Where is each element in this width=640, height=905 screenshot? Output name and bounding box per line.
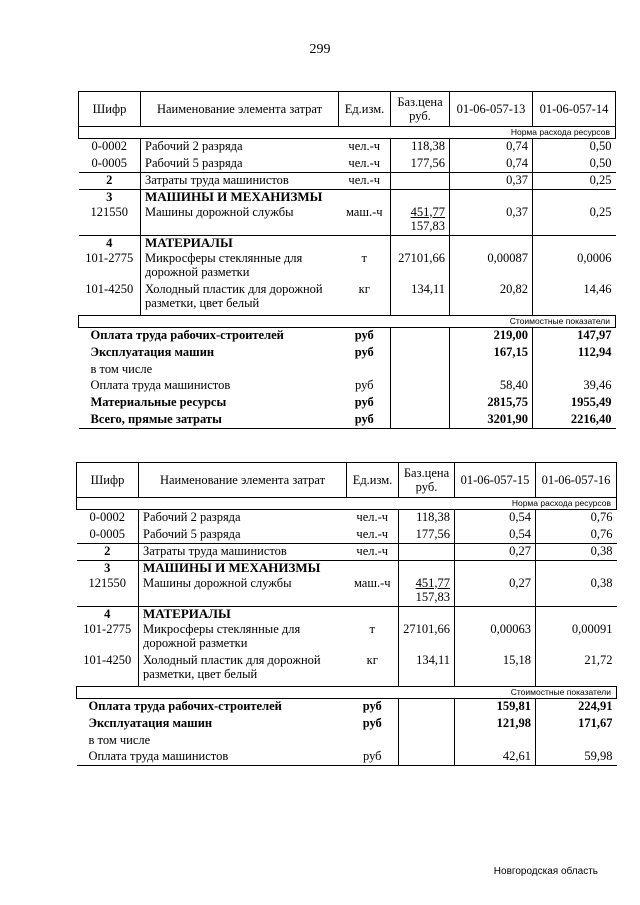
header-row: [79, 92, 616, 127]
table-row: [79, 205, 616, 236]
cost-unit: руб: [354, 394, 374, 409]
cost-value-b: 147,97: [533, 328, 616, 345]
table-row: [77, 544, 617, 561]
row-unit: чел.-ч: [339, 173, 391, 190]
cost-value-b: 112,94: [533, 345, 616, 362]
row-name: [141, 282, 339, 316]
row-name-line: дорожной разметки: [143, 635, 248, 650]
page-number: 299: [309, 42, 331, 57]
row-name-line: дорожной разметки: [145, 264, 250, 279]
header-col-b: 01-06-057-14: [533, 92, 616, 127]
cost-row: [77, 733, 617, 749]
row-unit: т: [369, 621, 375, 636]
cost-row: [79, 395, 616, 412]
cost-row: [79, 412, 616, 429]
cost-value-a: 58,40: [450, 378, 533, 395]
header-unit: Ед.изм.: [347, 463, 399, 498]
cost-unit: руб: [354, 344, 374, 359]
row-code: 0-0002: [91, 139, 127, 153]
norm-label: Норма расхода ресурсов: [77, 498, 617, 510]
cost-row: [77, 749, 617, 766]
row-price: [391, 173, 450, 190]
cost-label: Стоимостные показатели: [77, 687, 617, 699]
section-code: 4: [77, 607, 139, 622]
cost-name: Эксплуатация машин: [90, 344, 215, 359]
cost-row: [79, 345, 616, 362]
row-price: 27101,66: [391, 251, 450, 282]
row-code: 121550: [88, 575, 126, 590]
section-row: [79, 236, 616, 251]
row-code: 101-4250: [83, 652, 132, 667]
cost-value-b: 1955,49: [533, 395, 616, 412]
row-value-a: 20,82: [450, 282, 533, 316]
section-code: 3: [77, 561, 139, 576]
cost-name: Материальные ресурсы: [90, 394, 227, 409]
row-unit: чел.-ч: [356, 510, 389, 524]
header-name: Наименование элемента затрат: [139, 463, 347, 498]
cost-row: [79, 362, 616, 378]
price-numerator: 451,77: [410, 204, 445, 219]
row-code: 0-0002: [89, 510, 125, 524]
price-denominator: 157,83: [415, 589, 450, 604]
row-value-a: 0,27: [455, 576, 536, 607]
row-value-b: 0,76: [536, 527, 617, 544]
row-name: Машины дорожной службы: [141, 205, 339, 236]
header-name: Наименование элемента затрат: [141, 92, 339, 127]
cost-name: Оплата труда машинистов: [90, 377, 231, 392]
table-row: [77, 576, 617, 607]
resource-table-2: [76, 462, 617, 766]
row-value-a: 0,54: [455, 510, 536, 527]
cost-value-b: 39,46: [533, 378, 616, 395]
row-price: 177,56: [391, 156, 450, 173]
row-name-line: разметки, цвет белый: [145, 295, 260, 310]
table-row: [77, 653, 617, 687]
row-value-b: 0,25: [533, 173, 616, 190]
row-name: [139, 622, 347, 653]
row-value-b: 0,50: [533, 139, 616, 156]
row-price: 134,11: [399, 653, 455, 687]
row-name: Затраты труда машинистов: [141, 173, 339, 190]
cost-value-a: 159,81: [455, 699, 536, 716]
row-price: [391, 205, 450, 236]
price-numerator: 451,77: [415, 575, 450, 590]
section-row: [79, 190, 616, 205]
row-code: 2: [77, 544, 139, 561]
section-title: МАТЕРИАЛЫ: [141, 236, 339, 251]
table-row: [77, 510, 617, 527]
row-code: 0-0005: [89, 526, 125, 541]
cost-name: в том числе: [88, 732, 151, 747]
cost-name: в том числе: [90, 361, 153, 376]
row-value-b: 0,0006: [533, 251, 616, 282]
row-price: 177,56: [399, 527, 455, 544]
row-name-line: Микросферы стеклянные для: [145, 250, 303, 265]
cost-name: Оплата труда рабочих-строителей: [90, 328, 284, 342]
row-name-line: разметки, цвет белый: [143, 666, 258, 681]
section-title: МАШИНЫ И МЕХАНИЗМЫ: [141, 190, 339, 205]
table-row: [77, 527, 617, 544]
row-name: Рабочий 5 разряда: [141, 156, 339, 173]
cost-value-a: 167,15: [450, 345, 533, 362]
cost-unit: руб: [362, 715, 382, 730]
cost-name: Всего, прямые затраты: [79, 412, 339, 429]
section-code: 4: [79, 236, 141, 251]
cost-value-a: 3201,90: [450, 412, 533, 429]
cost-unit: руб: [354, 377, 374, 392]
table-row: [79, 139, 616, 156]
row-name: [141, 251, 339, 282]
price-denominator: 157,83: [410, 218, 445, 233]
cost-value-b: 2216,40: [533, 412, 616, 429]
cost-unit: руб: [339, 412, 391, 429]
section-row: [77, 607, 617, 622]
row-value-a: 0,74: [450, 156, 533, 173]
cost-label-row: [77, 687, 617, 699]
row-price: 118,38: [399, 510, 455, 527]
header-col-a: 01-06-057-13: [450, 92, 533, 127]
cost-row: [77, 699, 617, 716]
cost-unit: руб: [354, 328, 374, 342]
row-value-b: 14,46: [533, 282, 616, 316]
row-code: 2: [79, 173, 141, 190]
header-code: Шифр: [77, 463, 139, 498]
table-row: [79, 282, 616, 316]
row-value-b: 0,00091: [536, 622, 617, 653]
row-unit: маш.-ч: [345, 204, 383, 219]
cost-name: Эксплуатация машин: [88, 715, 213, 730]
cost-value-a: 121,98: [455, 716, 536, 733]
section-code: 3: [79, 190, 141, 205]
section-title: МАШИНЫ И МЕХАНИЗМЫ: [139, 561, 347, 576]
row-value-b: 0,25: [533, 205, 616, 236]
cost-row: [77, 716, 617, 733]
row-code: 121550: [90, 204, 128, 219]
header-row: [77, 463, 617, 498]
row-code: 101-2775: [85, 250, 134, 265]
row-price: 27101,66: [399, 622, 455, 653]
row-code: 101-4250: [85, 281, 134, 296]
row-unit: кг: [358, 281, 370, 296]
row-unit: т: [361, 250, 367, 265]
row-value-b: 0,76: [536, 510, 617, 527]
row-value-b: 21,72: [536, 653, 617, 687]
row-code: 0-0005: [91, 155, 127, 170]
norm-label-row: [77, 498, 617, 510]
row-value-b: 0,50: [533, 156, 616, 173]
row-code: 101-2775: [83, 621, 132, 636]
row-value-a: 0,00063: [455, 622, 536, 653]
row-price: 118,38: [391, 139, 450, 156]
cost-row: [79, 328, 616, 345]
row-unit: чел.-ч: [356, 526, 389, 541]
section-title: МАТЕРИАЛЫ: [139, 607, 347, 622]
table-row: [79, 173, 616, 190]
row-value-a: 0,27: [455, 544, 536, 561]
cost-value-a: 219,00: [450, 328, 533, 345]
header-col-a: 01-06-057-15: [455, 463, 536, 498]
row-name: Рабочий 2 разряда: [139, 510, 347, 527]
row-unit: чел.-ч: [347, 544, 399, 561]
row-value-b: 0,38: [536, 576, 617, 607]
row-name: Затраты труда машинистов: [139, 544, 347, 561]
norm-label-row: [79, 127, 616, 139]
row-name: [139, 653, 347, 687]
row-value-b: 0,38: [536, 544, 617, 561]
header-unit: Ед.изм.: [339, 92, 391, 127]
cost-label: Стоимостные показатели: [79, 316, 616, 328]
resource-table-1: [78, 91, 616, 429]
header-code: Шифр: [79, 92, 141, 127]
cost-row: [79, 378, 616, 395]
row-value-a: 15,18: [455, 653, 536, 687]
norm-label: Норма расхода ресурсов: [79, 127, 616, 139]
row-price: [399, 576, 455, 607]
cost-name: Оплата труда машинистов: [77, 749, 347, 766]
row-name-line: Микросферы стеклянные для: [143, 621, 301, 636]
section-row: [77, 561, 617, 576]
row-value-a: 0,37: [450, 205, 533, 236]
cost-name: Оплата труда рабочих-строителей: [88, 699, 282, 713]
row-name: Рабочий 5 разряда: [139, 527, 347, 544]
row-name: Машины дорожной службы: [139, 576, 347, 607]
table-row: [79, 251, 616, 282]
row-price: [399, 544, 455, 561]
row-name-line: Холодный пластик для дорожной: [143, 652, 321, 667]
cost-label-row: [79, 316, 616, 328]
row-unit: чел.-ч: [348, 155, 381, 170]
header-price: Баз.цена руб.: [391, 92, 450, 127]
cost-value-b: 171,67: [536, 716, 617, 733]
row-unit: маш.-ч: [353, 575, 391, 590]
row-value-a: 0,54: [455, 527, 536, 544]
cost-value-a: 42,61: [455, 749, 536, 766]
cost-value-b: 59,98: [536, 749, 617, 766]
row-value-a: 0,74: [450, 139, 533, 156]
row-name-line: Холодный пластик для дорожной: [145, 281, 323, 296]
row-name: Рабочий 2 разряда: [141, 139, 339, 156]
header-price: Баз.цена руб.: [399, 463, 455, 498]
row-unit: кг: [366, 652, 378, 667]
cost-unit: руб: [347, 749, 399, 766]
row-price: 134,11: [391, 282, 450, 316]
cost-value-a: 2815,75: [450, 395, 533, 412]
cost-unit: руб: [362, 699, 382, 713]
table-row: [77, 622, 617, 653]
header-col-b: 01-06-057-16: [536, 463, 617, 498]
table-row: [79, 156, 616, 173]
row-value-a: 0,37: [450, 173, 533, 190]
footer-region: Новгородская область: [493, 866, 598, 877]
cost-value-b: 224,91: [536, 699, 617, 716]
row-value-a: 0,00087: [450, 251, 533, 282]
row-unit: чел.-ч: [348, 139, 381, 153]
